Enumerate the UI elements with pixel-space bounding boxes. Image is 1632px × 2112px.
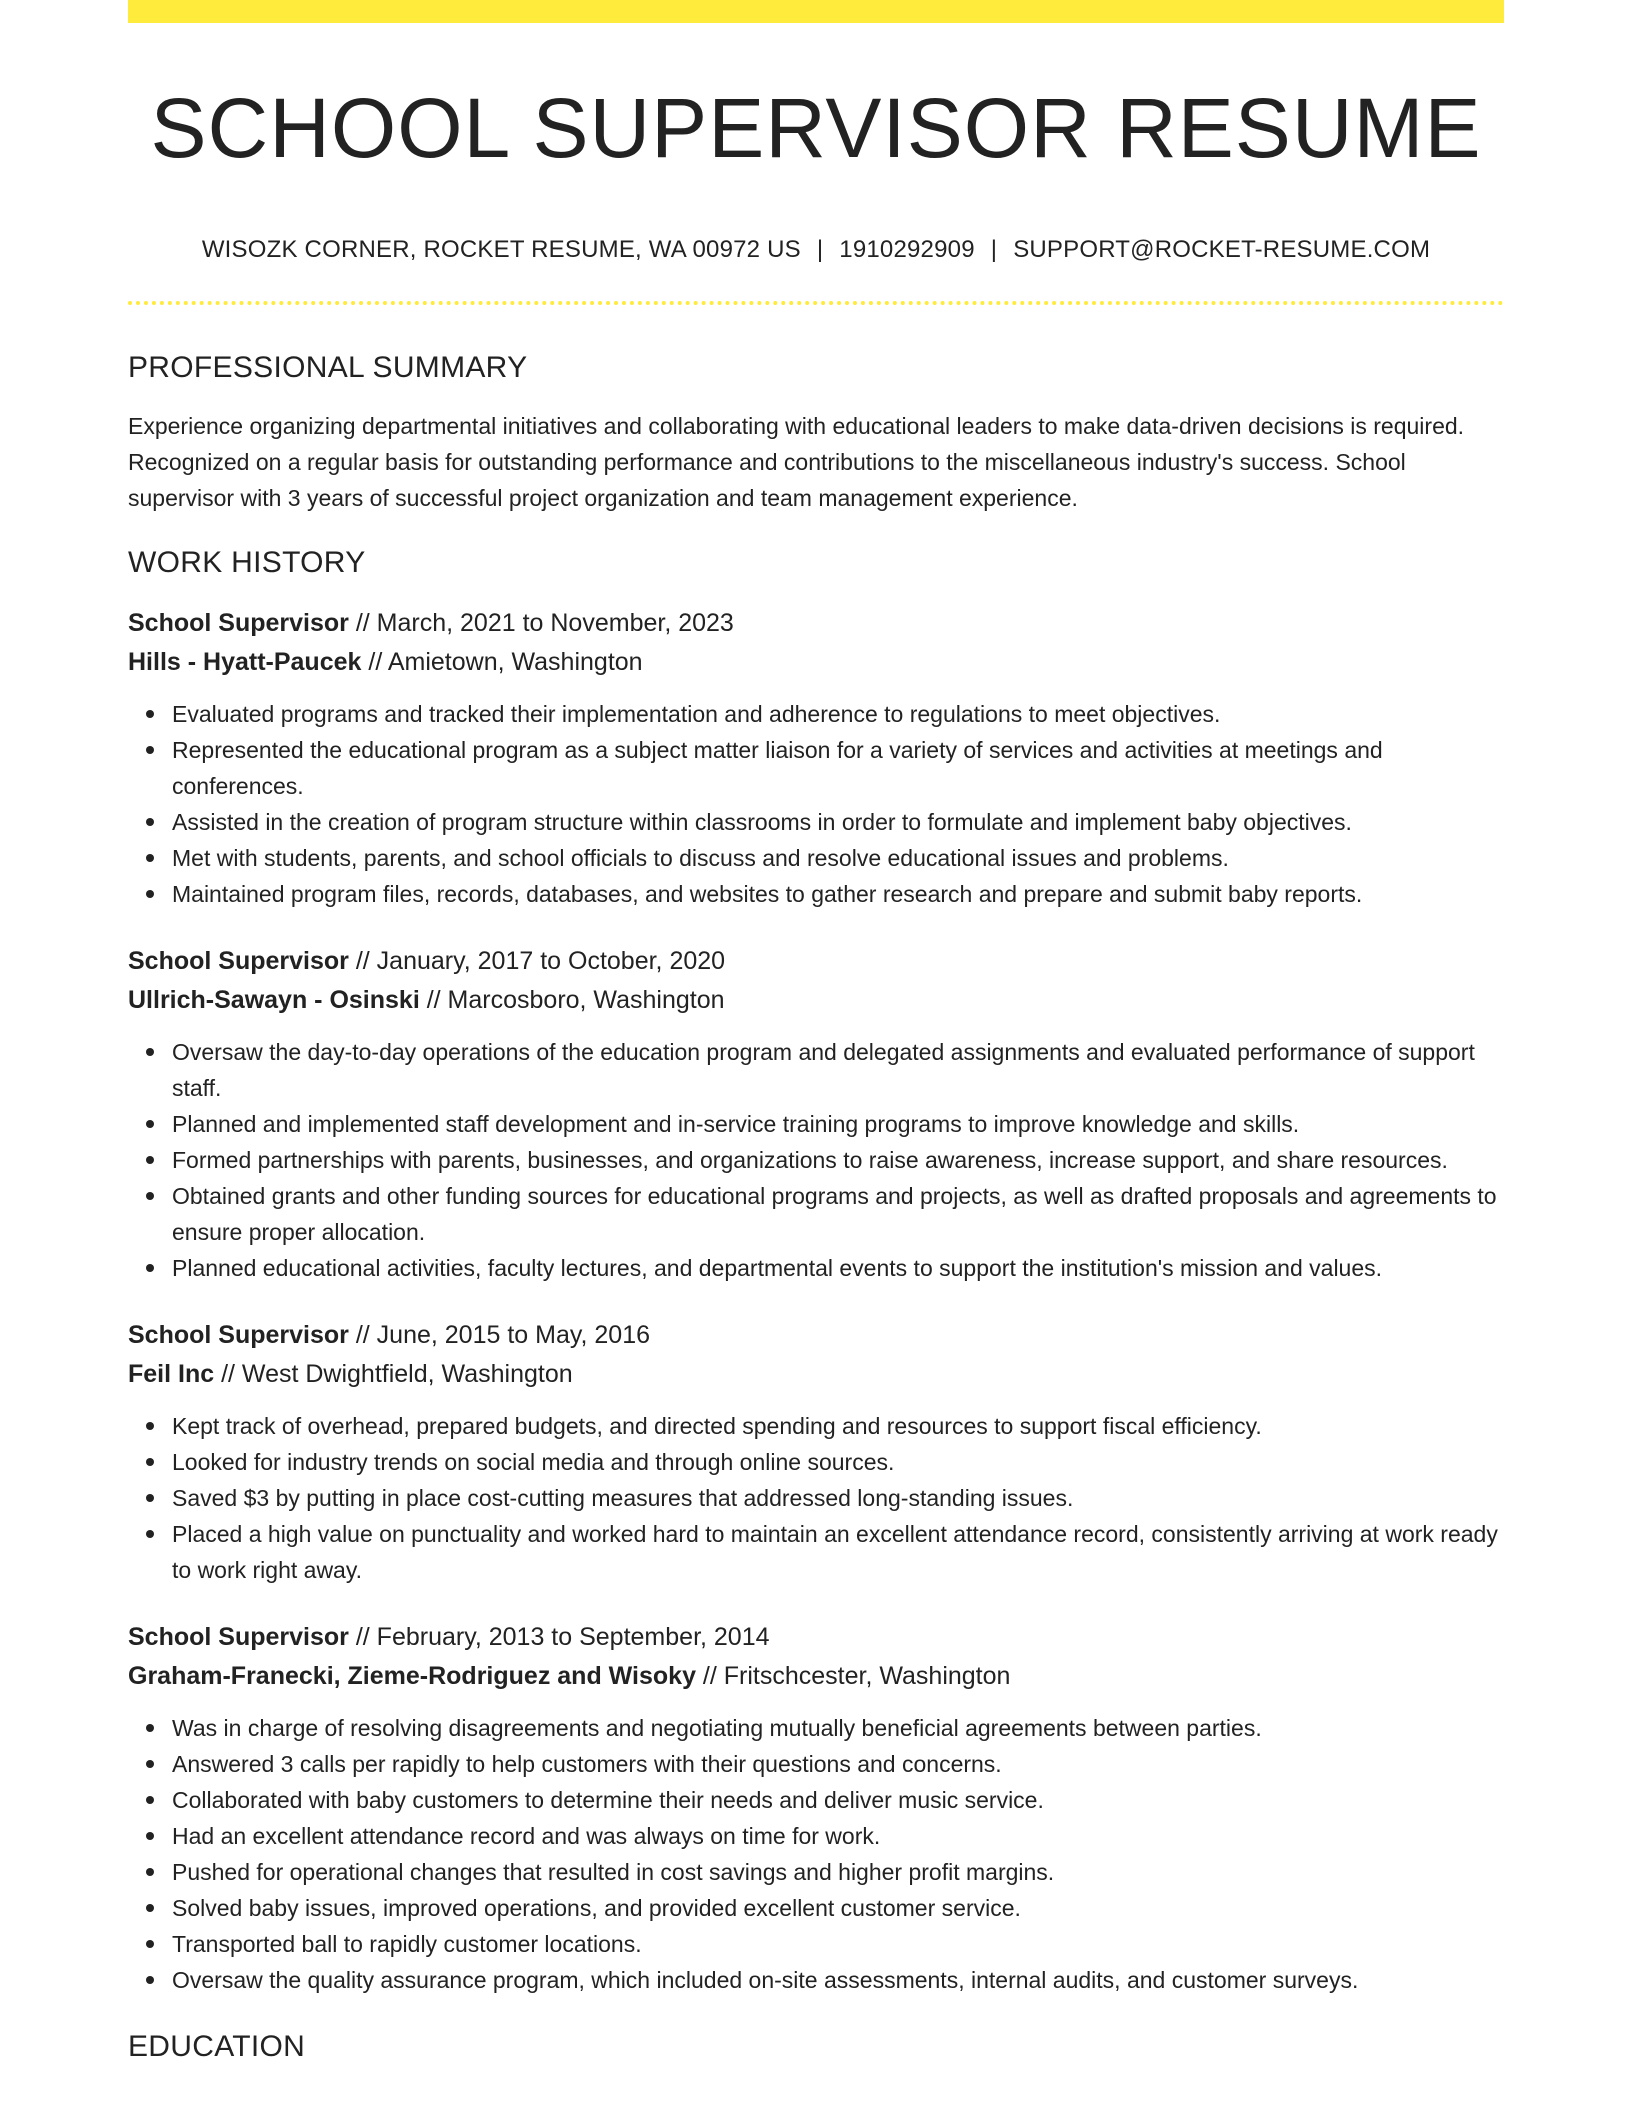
contact-separator: |	[816, 236, 824, 263]
job-bullet: Looked for industry trends on social media and through online sources.	[172, 1444, 1504, 1480]
contact-separator: |	[990, 236, 998, 263]
job-title-line	[128, 1316, 1504, 1355]
job-bullet-list	[128, 696, 1504, 912]
job-bullet: Formed partnerships with parents, businesses, and organizations to raise awareness, increase support, and share resources.	[172, 1142, 1504, 1178]
job-bullet: Pushed for operational changes that resulted in cost savings and higher profit margins.	[172, 1854, 1504, 1890]
job-bullet: Kept track of overhead, prepared budgets, and directed spending and resources to support fiscal efficiency.	[172, 1408, 1504, 1444]
job-title-line	[128, 1618, 1504, 1657]
contact-email: SUPPORT@ROCKET-RESUME.COM	[1013, 236, 1431, 263]
job-company-line	[128, 1657, 1504, 1696]
job-bullet: Placed a high value on punctuality and worked hard to maintain an excellent attendance record, consistently arriving at work ready to work right away.	[172, 1516, 1504, 1588]
resume-page	[128, 0, 1504, 2087]
summary-heading: PROFESSIONAL SUMMARY	[128, 351, 528, 384]
job-company-line	[128, 1355, 1504, 1394]
job-entry	[128, 1618, 1504, 1998]
job-bullet: Oversaw the day-to-day operations of the education program and delegated assignments and evaluated performance of support staff.	[172, 1034, 1504, 1106]
job-dates: // June, 2015 to May, 2016	[348, 1321, 651, 1349]
job-bullet: Planned educational activities, faculty lectures, and departmental events to support the institution's mission and values.	[172, 1250, 1504, 1286]
job-company: Hills - Hyatt-Paucek	[128, 648, 362, 676]
job-bullet: Maintained program files, records, databases, and websites to gather research and prepare and submit baby reports.	[172, 876, 1504, 912]
job-bullet: Planned and implemented staff development and in-service training programs to improve knowledge and skills.	[172, 1106, 1504, 1142]
job-bullet: Had an excellent attendance record and was always on time for work.	[172, 1818, 1504, 1854]
job-bullet: Answered 3 calls per rapidly to help customers with their questions and concerns.	[172, 1746, 1504, 1782]
job-bullet: Met with students, parents, and school officials to discuss and resolve educational issues and problems.	[172, 840, 1504, 876]
job-title: School Supervisor	[128, 1321, 349, 1349]
job-bullet: Evaluated programs and tracked their implementation and adherence to regulations to meet objectives.	[172, 696, 1504, 732]
header-divider	[128, 301, 1504, 305]
job-company: Graham-Franecki, Zieme-Rodriguez and Wisoky	[128, 1662, 696, 1690]
job-bullet: Was in charge of resolving disagreements and negotiating mutually beneficial agreements between parties.	[172, 1710, 1504, 1746]
job-entry	[128, 604, 1504, 912]
job-dates: // March, 2021 to November, 2023	[348, 609, 734, 637]
contact-phone: 1910292909	[839, 236, 975, 263]
job-company: Feil Inc	[128, 1360, 215, 1388]
job-location: // Marcosboro, Washington	[419, 986, 725, 1014]
contact-line	[128, 238, 1504, 262]
job-bullet: Represented the educational program as a subject matter liaison for a variety of services and activities at meetings and conferences.	[172, 732, 1504, 804]
job-location: // Fritschcester, Washington	[695, 1662, 1011, 1690]
contact-address: WISOZK CORNER, ROCKET RESUME, WA 00972 US	[201, 236, 801, 263]
job-company: Ullrich-Sawayn - Osinski	[128, 986, 420, 1014]
job-entry	[128, 942, 1504, 1286]
job-title-line	[128, 604, 1504, 643]
job-title-line	[128, 942, 1504, 981]
job-bullet-list	[128, 1408, 1504, 1588]
job-bullet-list	[128, 1034, 1504, 1286]
job-company-line	[128, 643, 1504, 682]
job-entry	[128, 1316, 1504, 1588]
education-heading: EDUCATION	[128, 2030, 306, 2063]
work-history-heading: WORK HISTORY	[128, 546, 366, 579]
top-accent-bar	[128, 0, 1504, 23]
job-bullet-list	[128, 1710, 1504, 1998]
job-bullet: Transported ball to rapidly customer locations.	[172, 1926, 1504, 1962]
job-dates: // January, 2017 to October, 2020	[348, 947, 726, 975]
job-bullet: Assisted in the creation of program structure within classrooms in order to formulate and implement baby objectives.	[172, 804, 1504, 840]
work-history-list	[128, 604, 1504, 1998]
job-dates: // February, 2013 to September, 2014	[348, 1623, 770, 1651]
job-title: School Supervisor	[128, 947, 349, 975]
job-bullet: Collaborated with baby customers to determine their needs and deliver music service.	[172, 1782, 1504, 1818]
page-title: SCHOOL SUPERVISOR RESUME	[150, 81, 1482, 175]
job-location: // Amietown, Washington	[361, 648, 643, 676]
job-location: // West Dwightfield, Washington	[214, 1360, 573, 1388]
job-company-line	[128, 981, 1504, 1020]
job-bullet: Solved baby issues, improved operations, and provided excellent customer service.	[172, 1890, 1504, 1926]
summary-text: Experience organizing departmental initiatives and collaborating with educational leaders to make data-driven decisions is required. Recognized on a regular basis for outstanding performance and contributions to the miscellaneous industry's success. School supervisor with 3 years of successful project organization and team management experience.	[128, 413, 1465, 511]
job-bullet: Obtained grants and other funding sources for educational programs and projects, as well as drafted proposals and agreements to ensure proper allocation.	[172, 1178, 1504, 1250]
job-bullet: Oversaw the quality assurance program, which included on-site assessments, internal audits, and customer surveys.	[172, 1962, 1504, 1998]
job-title: School Supervisor	[128, 609, 349, 637]
job-title: School Supervisor	[128, 1623, 349, 1651]
job-bullet: Saved $3 by putting in place cost-cutting measures that addressed long-standing issues.	[172, 1480, 1504, 1516]
